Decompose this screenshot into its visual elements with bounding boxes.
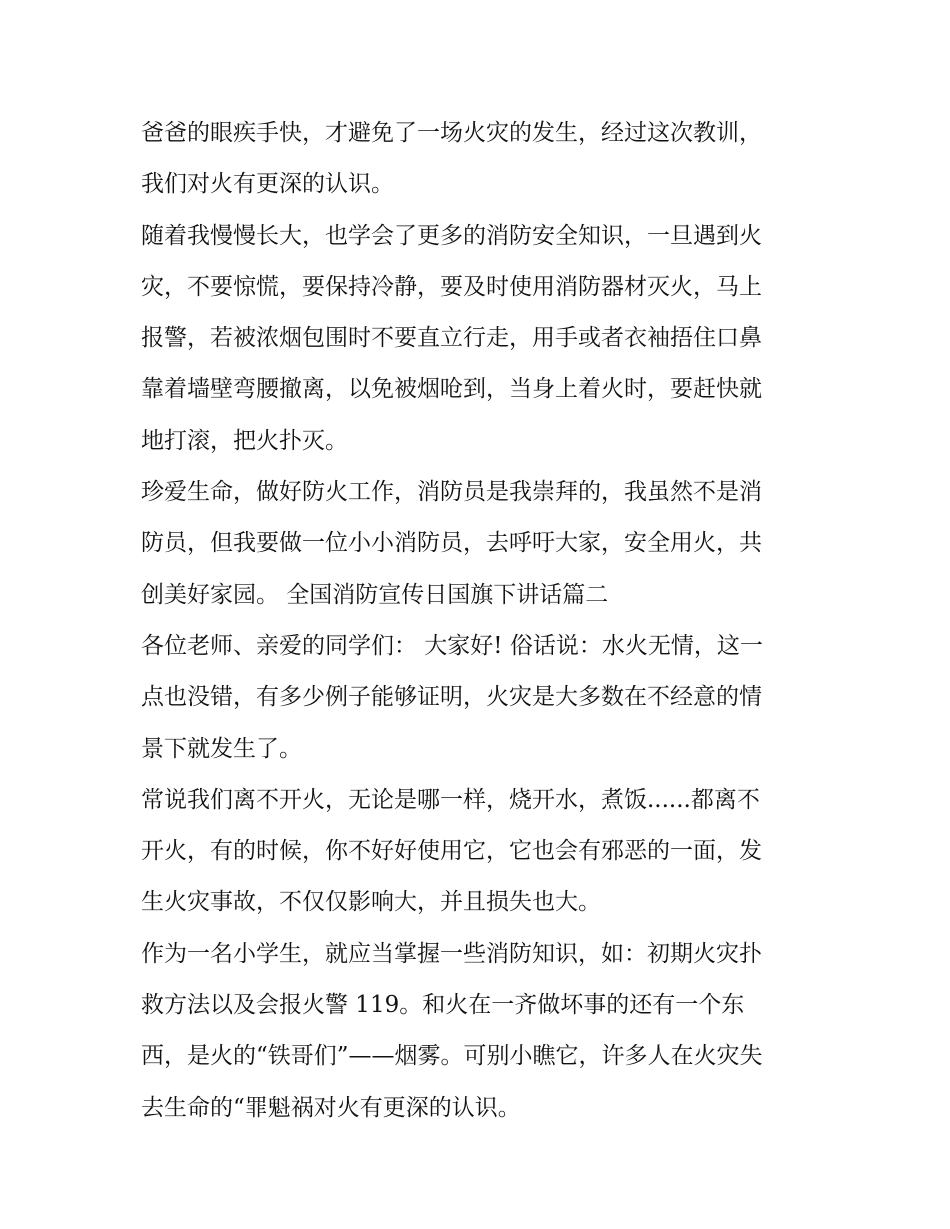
text-line: 常说我们离不开火，无论是哪一样，烧开水，煮饭......都离不: [141, 786, 760, 813]
text-line: 靠着墙壁弯腰撤离，以免被烟呛到，当身上着火时，要赶快就: [141, 376, 762, 403]
text-line: 开火，有的时候，你不好好使用它，它也会有邪恶的一面，发: [141, 838, 762, 865]
document-text-body: [141, 108, 821, 1134]
text-line: 防员，但我要做一位小小消防员，去呼吁大家，安全用火，共: [141, 530, 762, 557]
text-line: 我们对火有更深的认识。: [141, 171, 394, 198]
text-line: 去生命的“罪魁祸对火有更深的认识。: [141, 1094, 521, 1121]
text-line: 景下就发生了。: [141, 735, 302, 762]
text-line: 点也没错，有多少例子能够证明，火灾是大多数在不经意的情: [141, 684, 762, 711]
text-line: 报警，若被浓烟包围时不要直立行走，用手或者衣袖捂住口鼻: [141, 325, 762, 352]
text-line: 救方法以及会报火警 119。和火在一齐做坏事的还有一个东: [141, 992, 745, 1019]
text-line: 生火灾事故，不仅仅影响大，并且损失也大。: [141, 889, 601, 916]
text-line: 灾，不要惊慌，要保持冷静，要及时使用消防器材灭火，马上: [141, 273, 762, 300]
text-line: 作为一名小学生，就应当掌握一些消防知识，如：初期火灾扑: [141, 940, 762, 967]
text-line: 各位老师、亲爱的同学们： 大家好! 俗话说：水火无情，这一: [141, 632, 763, 659]
text-line: 创美好家园。 全国消防宣传日国旗下讲话篇二: [141, 581, 609, 608]
text-line: 地打滚，把火扑灭。: [141, 427, 348, 454]
text-line: 西，是火的“铁哥们”——烟雾。可别小瞧它，许多人在火灾失: [141, 1043, 763, 1070]
text-line: 爸爸的眼疾手快，才避免了一场火灾的发生，经过这次教训，: [141, 120, 762, 146]
text-line: 珍爱生命，做好防火工作，消防员是我崇拜的，我虽然不是消: [141, 479, 762, 506]
text-line: 随着我慢慢长大，也学会了更多的消防安全知识，一旦遇到火: [141, 222, 762, 249]
